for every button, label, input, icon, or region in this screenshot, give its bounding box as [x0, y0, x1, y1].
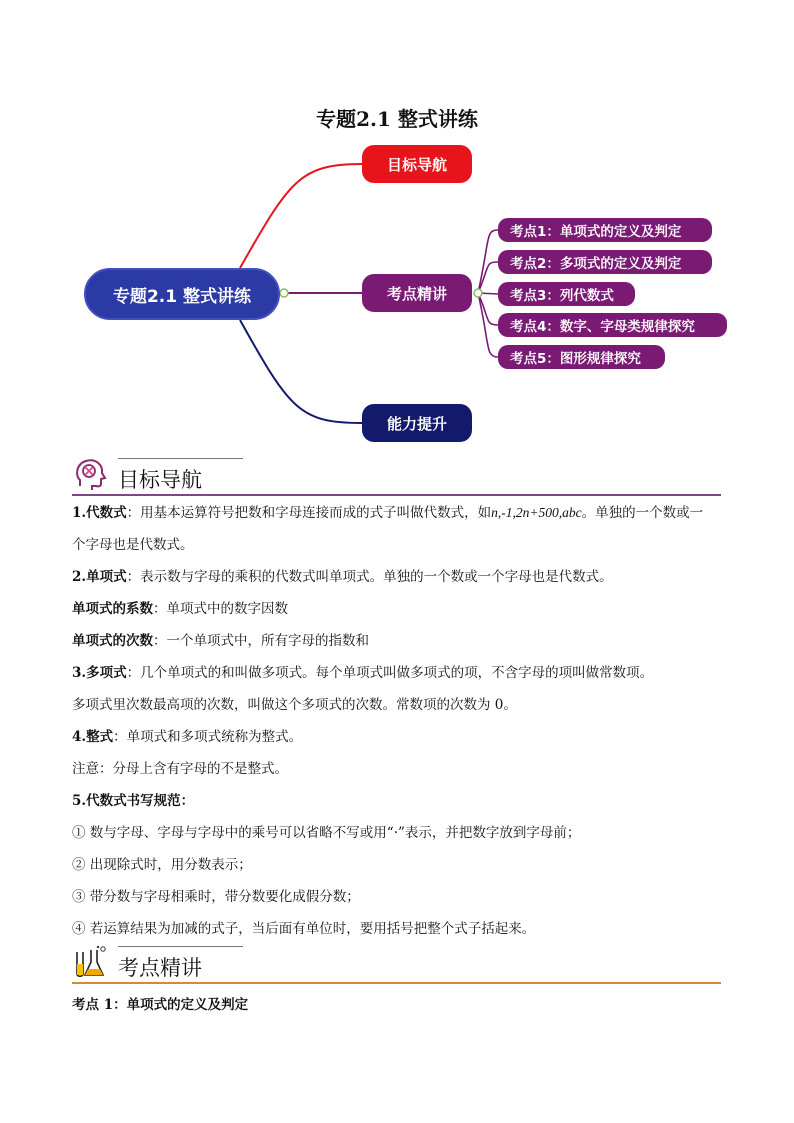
paragraph-text: ：用基本运算符号把数和字母连接而成的式子叫做代数式，如: [126, 505, 492, 521]
section-header-goal: [72, 456, 721, 496]
mindmap-leaf-1: 考点1：单项式的定义及判定: [498, 218, 712, 242]
paragraph-text: ：几个单项式的和叫做多项式。每个单项式叫做多项式的项，不含字母的项叫做常数项。: [126, 665, 654, 681]
rule-item-2: ② 出现除式时，用分数表示；: [72, 857, 252, 873]
branch-joint: [474, 289, 482, 297]
math-example: n,-1,2n+500,abc: [491, 505, 582, 520]
paragraph-text: ：单项式中的数字因数: [153, 601, 288, 617]
mindmap-leaf-3: 考点3：列代数式: [498, 282, 635, 306]
paragraph-text: ：一个单项式中，所有字母的指数和: [153, 633, 369, 649]
mindmap-branch-ability: 能力提升: [362, 404, 472, 442]
rule-item-1: ① 数与字母、字母与字母中的乘号可以省略不写或用“·”表示，并把数字放到字母前；: [72, 825, 581, 841]
page-title: 专题2.1 整式讲练: [316, 107, 478, 131]
header-decoration: [118, 458, 243, 459]
link-goal: [240, 164, 362, 268]
paragraph-writing-rules-heading: [72, 785, 724, 817]
mindmap-branch-points: 考点精讲: [362, 274, 472, 312]
link-ability: [240, 320, 362, 423]
flask-icon: [72, 944, 108, 980]
term-label: 4.整式: [72, 729, 114, 745]
paragraph-note: 注意：分母上含有字母的不是整式。: [72, 761, 288, 777]
paragraph-monomial: [72, 561, 724, 593]
paragraph-text: ：表示数与字母的乘积的代数式叫单项式。单独的一个数或一个字母也是代数式。: [126, 569, 613, 585]
paragraph-coefficient: [72, 593, 724, 625]
head-brain-icon: [72, 456, 108, 492]
paragraph-text: 个字母也是代数式。: [72, 537, 194, 553]
rule-item-4: ④ 若运算结果为加减的式子，当后面有单位时，要用括号把整个式子括起来。: [72, 921, 536, 937]
mindmap-root: 专题2.1 整式讲练: [84, 268, 280, 320]
section-rule-points: [72, 982, 721, 984]
section-rule-goal: [72, 494, 721, 496]
mindmap-leaf-2: 考点2：多项式的定义及判定: [498, 250, 712, 274]
header-decoration: [118, 946, 243, 947]
paragraph-text: ：单项式和多项式统称为整式。: [113, 729, 303, 745]
section-header-points: [72, 944, 721, 984]
mindmap-leaf-5: 考点5：图形规律探究: [498, 345, 665, 369]
subsection-title: 考点 1：单项式的定义及判定: [72, 997, 249, 1013]
term-label: 3.多项式: [72, 665, 127, 681]
paragraph-integral-expression: [72, 721, 724, 753]
term-label: 5.代数式书写规范：: [72, 793, 195, 809]
root-joint: [280, 289, 288, 297]
section-title-points: 考点精讲: [118, 956, 202, 980]
paragraph-text: 。单独的一个数或一: [581, 505, 704, 521]
term-label: 1.代数式: [72, 505, 127, 521]
term-label: 单项式的系数: [72, 601, 153, 617]
paragraph-polynomial-degree: 多项式里次数最高项的次数，叫做这个多项式的次数。常数项的次数为 0。: [72, 697, 517, 713]
mindmap-branch-goal: 目标导航: [362, 145, 472, 183]
paragraph-algebraic-expression: [72, 497, 724, 561]
term-label: 2.单项式: [72, 569, 127, 585]
paragraph-degree: [72, 625, 724, 657]
rule-item-3: ③ 带分数与字母相乘时，带分数要化成假分数；: [72, 889, 360, 905]
term-label: 单项式的次数: [72, 633, 153, 649]
mindmap-leaf-4: 考点4：数字、字母类规律探究: [498, 313, 727, 337]
section-title-goal: 目标导航: [118, 468, 202, 492]
paragraph-polynomial: [72, 657, 724, 689]
